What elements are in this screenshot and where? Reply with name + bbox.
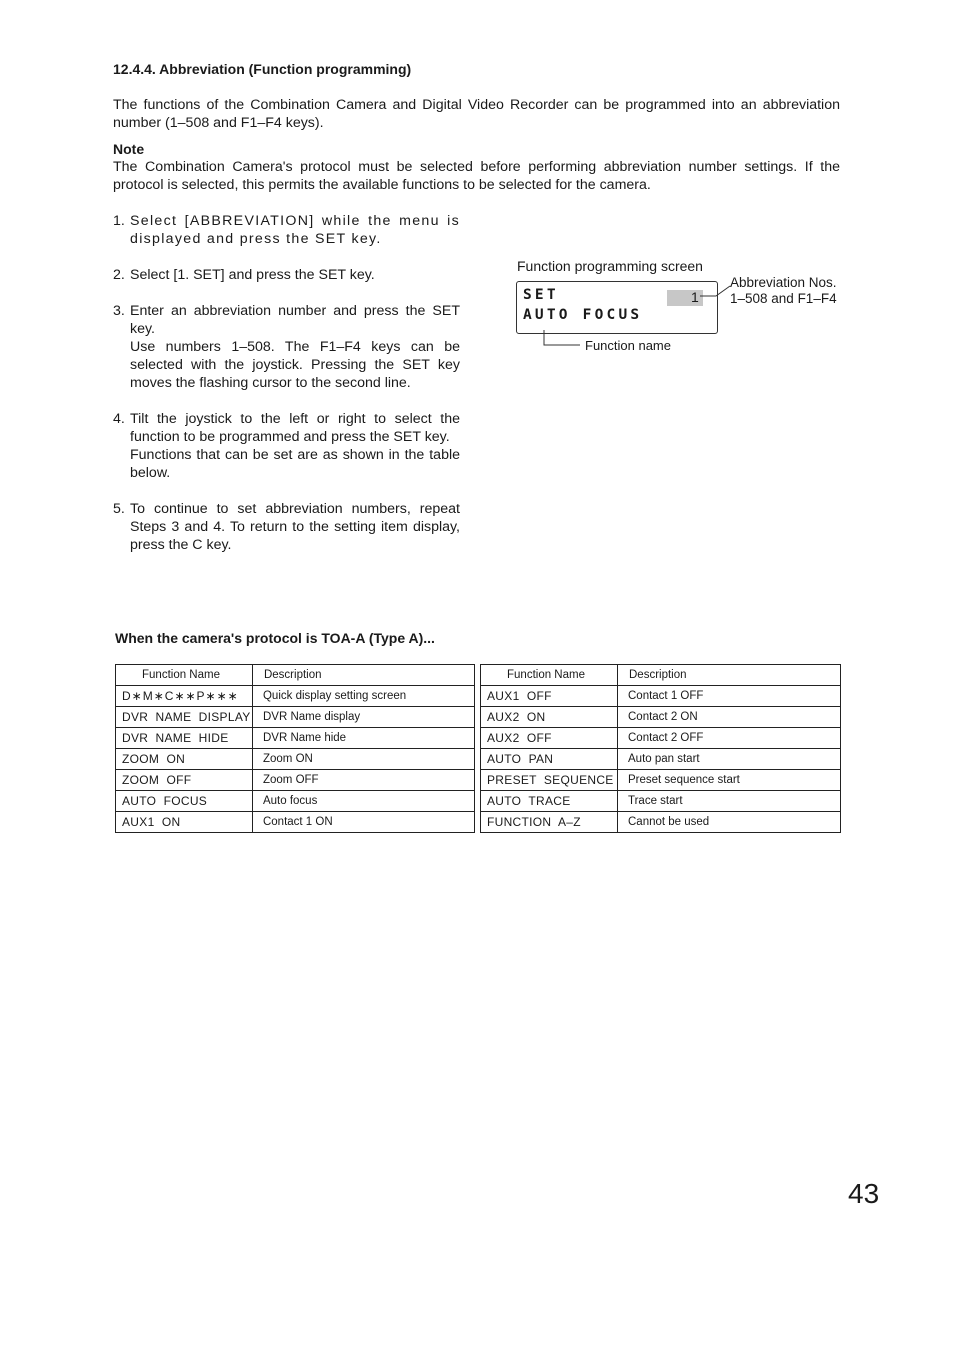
page-number: 43 — [848, 1178, 880, 1209]
table-row — [116, 707, 475, 728]
function-name-cell: AUTO FOCUS — [116, 791, 253, 812]
step-text: To continue to set abbreviation numbers, repeat Steps 3 and 4. To return to the setting item display, press the C key. — [130, 501, 460, 553]
function-name-cell: ZOOM ON — [116, 749, 253, 770]
table-heading: When the camera's protocol is TOA-A (Type A)... — [115, 630, 435, 646]
table-row — [481, 686, 841, 707]
column-header-description: Description — [252, 665, 474, 686]
figure-caption: Function programming screen — [517, 258, 703, 274]
step-number: 5. — [113, 501, 125, 517]
step-text: Enter an abbreviation number and press the SET key. — [130, 303, 460, 337]
step-number: 1. — [113, 213, 125, 229]
description-cell: Contact 1 ON — [252, 812, 474, 833]
function-name-cell: FUNCTION A–Z — [481, 812, 618, 833]
step-text: Select [1. SET] and press the SET key. — [130, 267, 375, 283]
table-row — [116, 728, 475, 749]
column-header-function-name: Function Name — [481, 665, 618, 686]
function-name-cell: AUTO PAN — [481, 749, 618, 770]
table-row — [481, 770, 841, 791]
table-row — [116, 770, 475, 791]
abbreviation-callout-line1: Abbreviation Nos. — [730, 275, 837, 290]
step-number: 4. — [113, 411, 125, 427]
table-row — [116, 812, 475, 833]
description-cell: Preset sequence start — [618, 770, 841, 791]
function-name-cell: PRESET SEQUENCE — [481, 770, 618, 791]
description-cell: Zoom ON — [252, 749, 474, 770]
function-name-cell: AUTO TRACE — [481, 791, 618, 812]
intro-paragraph: The functions of the Combination Camera and Digital Video Recorder can be programmed into an abbreviation number (1–508 and F1–F4 keys). — [113, 97, 840, 131]
step-text: Tilt the joystick to the left or right to select the function to be programmed and press the SET key. — [130, 411, 460, 445]
step-detail: Use numbers 1–508. The F1–F4 keys can be selected with the joystick. Pressing the SET key moves the flashing cursor to the second line. — [130, 339, 460, 391]
function-name-leader-line — [544, 330, 580, 345]
step-number: 2. — [113, 267, 125, 283]
description-cell: Quick display setting screen — [252, 686, 474, 707]
description-cell: DVR Name hide — [252, 728, 474, 749]
description-cell: Trace start — [618, 791, 841, 812]
step-number: 3. — [113, 303, 125, 319]
description-cell: Contact 2 OFF — [618, 728, 841, 749]
table-header-row — [116, 665, 475, 686]
function-name-callout: Function name — [585, 338, 671, 353]
table-row — [481, 812, 841, 833]
description-cell: Contact 1 OFF — [618, 686, 841, 707]
abbreviation-callout-line2: 1–508 and F1–F4 — [730, 291, 837, 306]
abbreviation-leader-line — [700, 286, 730, 296]
note-heading: Note — [113, 141, 145, 157]
abbreviation-number: 1 — [691, 289, 699, 305]
table-row — [481, 749, 841, 770]
description-cell: Contact 2 ON — [618, 707, 841, 728]
description-cell: DVR Name display — [252, 707, 474, 728]
table-row — [116, 791, 475, 812]
description-cell: Auto pan start — [618, 749, 841, 770]
function-table-left — [115, 664, 475, 833]
function-name-cell: DVR NAME DISPLAY — [116, 707, 253, 728]
step-detail: Functions that can be set are as shown in the table below. — [130, 447, 460, 481]
step-text: Select [ABBREVIATION] while the menu is displayed and press the SET key. — [130, 213, 460, 247]
function-name-cell: D∗M∗C∗∗P∗∗∗ — [116, 686, 253, 707]
table-row — [481, 707, 841, 728]
function-name-cell: ZOOM OFF — [116, 770, 253, 791]
screen-line-function: AUTO FOCUS — [523, 307, 643, 323]
function-name-cell: AUX2 ON — [481, 707, 618, 728]
function-name-cell: AUX1 ON — [116, 812, 253, 833]
function-table-right — [480, 664, 841, 833]
section-title: 12.4.4. Abbreviation (Function programming) — [113, 61, 412, 77]
description-cell: Cannot be used — [618, 812, 841, 833]
table-row — [116, 686, 475, 707]
table-row — [481, 728, 841, 749]
function-name-cell: AUX2 OFF — [481, 728, 618, 749]
description-cell: Auto focus — [252, 791, 474, 812]
function-name-cell: AUX1 OFF — [481, 686, 618, 707]
function-name-cell: DVR NAME HIDE — [116, 728, 253, 749]
table-row — [481, 791, 841, 812]
column-header-function-name: Function Name — [116, 665, 253, 686]
note-body: The Combination Camera's protocol must be selected before performing abbreviation number settings. If the protocol is selected, this permits the available functions to be selected for the camera. — [113, 159, 840, 193]
description-cell: Zoom OFF — [252, 770, 474, 791]
column-header-description: Description — [618, 665, 841, 686]
screen-line-set: SET — [523, 287, 559, 303]
table-row — [116, 749, 475, 770]
table-header-row — [481, 665, 841, 686]
